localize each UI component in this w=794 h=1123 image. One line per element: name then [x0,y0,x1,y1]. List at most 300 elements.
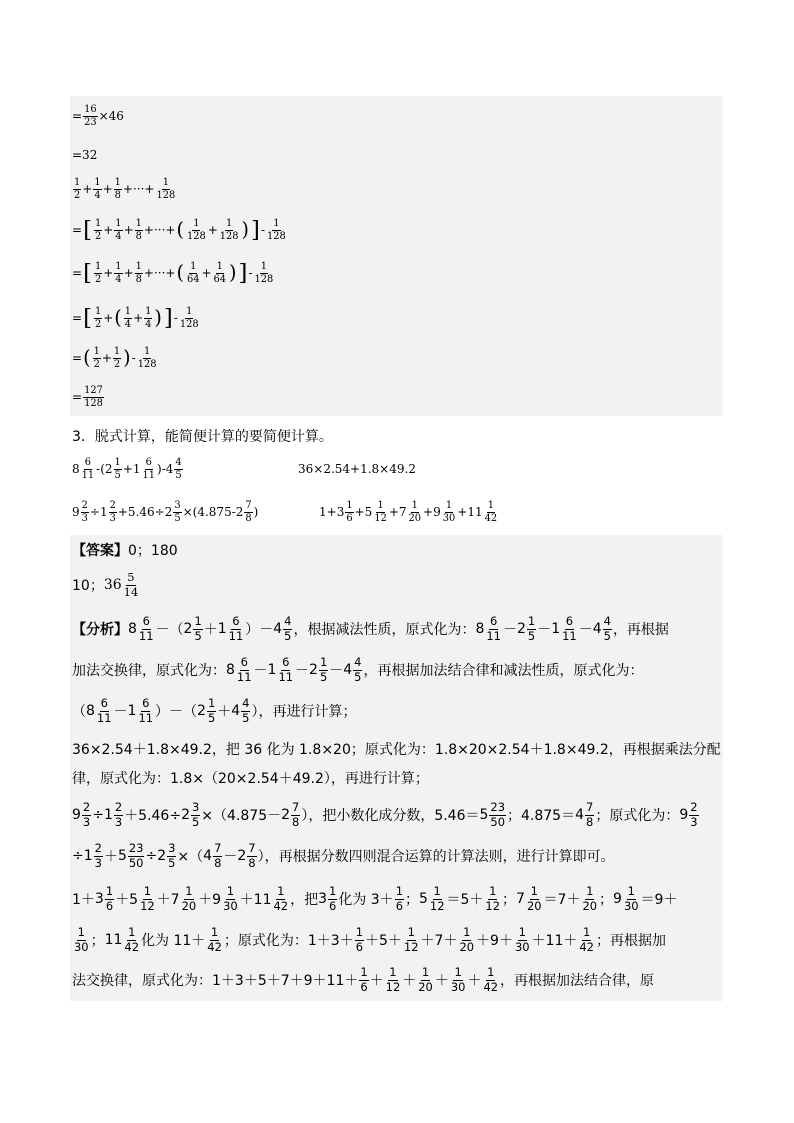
bracket: [ [83,259,92,286]
fraction [442,501,457,524]
denominator: 5 [242,710,250,725]
mixed-number [197,698,217,724]
mixed-number [268,657,296,683]
denominator: 5 [168,855,176,870]
whole: 8 [475,621,485,637]
denominator: 20 [408,512,422,524]
numerator: 1 [226,884,235,899]
denominator: 5 [192,814,200,829]
equals: = [72,223,83,237]
fraction [144,307,152,330]
numerator: 3 [192,800,200,815]
op: + [207,223,218,237]
fraction [266,219,287,242]
denominator: 2 [94,318,102,330]
numerator: 1 [583,925,591,940]
denominator: 11 [562,628,577,643]
question-title [72,425,333,447]
numerator: 1 [94,217,102,229]
numerator: 6 [145,456,152,468]
text: 化为 11＋ [141,933,206,949]
denominator: 5 [354,669,362,684]
op: ＋ [443,933,458,949]
whole: 8 [72,462,80,476]
analysis-line-8 [72,881,677,917]
op: + [103,223,114,237]
op: ＋ [498,933,513,949]
fraction [138,616,155,642]
answer-text: 0；180 [128,543,178,559]
numerator: 1 [487,965,495,980]
step-line-6 [72,300,201,336]
fraction [109,501,117,524]
numerator: 127 [84,384,103,396]
denominator: 128 [267,230,286,242]
mixed-number [236,501,254,524]
numerator: 6 [142,696,150,711]
whole: 1 [551,621,561,637]
denominator: 8 [114,189,121,201]
paren: ( [176,261,184,285]
denominator: 11 [96,710,112,725]
numerator: 1 [194,614,202,629]
mixed-number [467,501,499,524]
paren: ( [83,346,91,370]
denominator: 6 [329,898,337,913]
whole: 1 [267,662,277,678]
whole: 2 [197,703,206,719]
whole: 1 [99,505,108,519]
denominator: 128 [156,189,176,201]
denominator: 8 [135,273,142,285]
analysis-line-1 [72,611,669,647]
paren: ( [176,218,184,242]
denominator: 6 [355,939,363,954]
expr-text: =32 [72,148,98,162]
op: ×(4.875- [182,505,236,519]
mixed-number [475,616,503,642]
question-expr-4 [319,494,499,530]
numerator: 1 [433,884,441,899]
answer-line-1 [72,538,178,562]
text: 法交换律，原式化为：1＋3＋5＋7＋9＋11＋ [72,973,359,989]
mixed-number [281,802,301,828]
op: + [82,182,93,196]
whole: 4 [165,462,174,476]
text: ＝5＋ [446,892,484,908]
op: - [248,266,253,280]
whole: 1 [217,621,227,637]
whole: 4 [203,848,213,864]
mixed-number [72,458,96,481]
mixed-number [575,802,595,828]
op: +5.46÷ [117,505,165,519]
op: ＋ [103,849,118,865]
text: ），再进行计算； [251,704,357,720]
numerator: 6 [240,655,248,670]
fraction [450,967,467,993]
denominator: 11 [138,710,154,725]
paren: ) [154,306,162,330]
text: ； [90,933,105,949]
text: ＋ [203,622,218,638]
mixed-number [105,927,141,953]
text: ＋5 [365,933,388,949]
whole: 2 [237,848,247,864]
paren: ( [100,462,105,476]
fraction [114,219,122,242]
numerator: 1 [105,884,114,899]
mixed-number [84,843,104,869]
fraction [395,886,404,912]
denominator: 20 [418,979,433,994]
numerator: 6 [84,456,92,468]
fraction [484,886,501,912]
mixed-number [184,616,204,642]
expr-text: 36×2.54+1.8×49.2 [298,462,416,476]
denominator: 42 [579,939,594,954]
numerator: 1 [487,499,494,511]
fraction [273,886,290,912]
whole: 5 [364,505,373,519]
mixed-number [551,616,579,642]
numerator: 3 [168,841,176,856]
denominator: 2 [94,273,102,285]
denominator: 50 [490,814,506,829]
fraction [526,886,543,912]
denominator: 20 [526,898,542,913]
mixed-number [593,616,613,642]
numerator: 1 [389,965,397,980]
fraction [73,927,90,953]
denominator: 5 [175,469,182,481]
answer-line-2 [72,568,140,602]
fraction [408,501,423,524]
numerator: 1 [210,925,219,940]
op: － [223,849,238,865]
fraction [128,843,145,869]
whole: 9 [72,807,81,823]
denominator: 2 [93,358,100,370]
text: ，再根据加法结合律和减法性质，原式化为： [363,663,644,679]
numerator: 1 [355,925,363,940]
fraction [81,501,89,524]
denominator: 30 [450,979,466,994]
fraction [83,105,98,128]
step-line-7 [72,342,158,374]
op: + [354,505,365,519]
fraction [93,178,101,201]
analysis-label: 【分析】 [72,622,128,638]
fraction [485,616,502,642]
numerator: 1 [329,884,337,899]
numerator: 6 [232,614,240,629]
numerator: 1 [124,305,132,317]
text: ＋11 [239,892,272,908]
fraction [222,886,239,912]
fraction [139,886,156,912]
mixed-number [516,886,544,912]
numerator: 23 [128,841,144,856]
analysis-line-4 [72,737,721,761]
numerator: 4 [603,614,611,629]
fraction [94,262,102,285]
numerator: 7 [245,499,252,511]
denominator: 3 [82,814,91,829]
denominator: 11 [81,469,95,481]
op: - [260,223,266,237]
op: - [173,311,178,325]
text: － [578,622,593,638]
denominator: 8 [245,512,252,524]
op: + [102,182,113,196]
mixed-number [433,501,457,524]
mixed-number [104,802,124,828]
mixed-number [165,501,183,524]
op: － [329,663,344,679]
fraction [585,802,594,828]
numerator: 2 [114,800,123,815]
denominator: 20 [459,939,475,954]
fraction [489,802,506,828]
numerator: 1 [94,260,102,272]
denominator: 4 [115,273,122,285]
whole: 2 [164,505,173,519]
fraction [319,657,328,683]
denominator: 4 [94,189,101,201]
fraction [174,458,182,481]
denominator: 14 [123,584,139,599]
mixed-number [226,657,254,683]
numerator: 1 [226,217,233,229]
denominator: 11 [228,628,244,643]
numerator: 6 [142,614,150,629]
fraction [578,927,595,953]
fraction [527,616,536,642]
equals: = [72,390,83,404]
numerator: 1 [115,260,122,272]
denominator: 128 [219,230,239,242]
numerator: 1 [143,884,151,899]
step-line-1 [72,100,124,132]
fraction [114,262,122,285]
denominator: 8 [586,814,594,829]
numerator: 1 [411,499,418,511]
denominator: 11 [236,669,252,684]
op: ＋ [434,973,449,989]
text: ）－（ [155,704,198,720]
bracket: ] [251,216,260,243]
denominator: 12 [374,512,387,524]
bracket: ] [238,259,248,286]
numerator: 1 [162,176,169,188]
op: + [122,462,133,476]
op: － [253,663,268,679]
paren: ( [114,306,122,330]
fraction [373,501,388,524]
text: 36×2.54＋1.8×49.2，把 36 化为 1.8×20；原式化为：1.8×20×2.54＋1.8×49.2，再根据乘法分配 [72,742,721,758]
denominator: 11 [142,469,156,481]
mixed-number [273,616,293,642]
fraction [96,698,113,724]
numerator: 1 [193,217,200,229]
analysis-line-10 [72,962,654,998]
denominator: 3 [109,512,116,524]
numerator: 23 [490,800,506,815]
denominator: 11 [486,628,501,643]
whole: 3 [336,505,345,519]
text: ＋9 [476,933,499,949]
numerator: 1 [454,965,462,980]
equals: = [72,351,83,365]
denominator: 11 [138,628,154,643]
text: ，再根据加法结合律，原 [500,973,655,989]
fraction [93,347,101,370]
whole: 2 [309,662,318,678]
numerator: 1 [377,499,384,511]
fraction [167,843,176,869]
denominator: 4 [115,230,122,242]
analysis-line-3 [72,693,356,729]
mixed-number [72,802,92,828]
bracket: [ [83,304,92,331]
numerator: 1 [421,965,430,980]
denominator: 42 [273,898,289,913]
op: ÷ [92,807,104,823]
numerator: 5 [127,570,135,585]
text: ；原式化为：1＋3＋ [223,933,354,949]
denominator: 8 [135,230,142,242]
fraction [186,262,201,285]
fraction [123,927,140,953]
denominator: 128 [254,273,274,285]
fraction [403,927,420,953]
text: －（ [155,622,184,638]
denominator: 5 [114,469,121,481]
mixed-number [104,572,140,598]
fraction [94,219,102,242]
fraction [114,178,122,201]
numerator: 1 [489,884,497,899]
text: － [502,622,517,638]
numerator: 1 [115,217,122,229]
fraction [114,802,123,828]
denominator: 128 [186,230,206,242]
denominator: 5 [527,628,536,643]
numerator: 1 [346,499,353,511]
text: ；4.875＝ [507,808,576,824]
text: － [537,622,552,638]
mixed-number [86,698,114,724]
denominator: 6 [395,898,403,913]
whole: 9 [679,807,689,823]
analysis-line-6 [72,797,700,833]
text: 加法交换律，原式化为： [72,663,226,679]
numerator: 1 [518,925,526,940]
op: + [123,266,134,280]
whole: 2 [516,621,526,637]
whole: 2 [104,462,113,476]
mixed-number [133,458,157,481]
question-row-1 [72,452,184,486]
numerator: 3 [174,499,181,511]
denominator: 12 [140,898,155,913]
op: ÷ [89,505,100,519]
numerator: 4 [175,456,182,468]
text: ；原式化为： [595,808,680,824]
mixed-number [181,802,201,828]
text: （ [72,704,86,720]
text: ＝7＋ [543,892,581,908]
numerator: 1 [527,614,536,629]
text: ； [404,892,419,908]
op: - [96,462,101,476]
denominator: 5 [174,512,181,524]
text: ，把 [290,892,319,908]
fraction [603,616,612,642]
denominator: 4 [124,318,132,330]
op: + [133,311,144,325]
fraction [123,572,140,598]
denominator: 20 [181,898,197,913]
fraction [191,802,200,828]
denominator: 42 [124,939,140,954]
equals: = [72,311,83,325]
text: ，根据减法性质，原式化为： [293,622,476,638]
paren: ) [123,346,131,370]
paren: ) [229,261,237,285]
whole: 5 [479,807,489,823]
denominator: 6 [105,898,114,913]
fraction [514,927,531,953]
text: ＝9＋ [640,892,678,908]
numerator: 1 [186,305,193,317]
denominator: 5 [207,710,216,725]
op: ＋ [467,973,482,989]
fraction [353,657,362,683]
whole: 2 [281,807,291,823]
whole: 4 [592,621,602,637]
denominator: 3 [114,814,123,829]
op: + [388,505,399,519]
mixed-number [203,843,223,869]
fraction [254,262,275,285]
denominator: 5 [603,628,611,643]
numerator: 1 [190,260,197,272]
numerator: 1 [113,345,121,357]
numerator: 1 [360,965,368,980]
fraction [124,307,132,330]
text: ＋9 [198,892,222,908]
denominator: 2 [74,189,81,201]
step-line-8 [72,380,105,414]
mixed-number [517,616,537,642]
fraction [359,967,368,993]
text: ＋11 [531,933,564,949]
denominator: 3 [690,814,698,829]
numerator: 1 [128,925,136,940]
numerator: 1 [260,260,268,272]
whole: 4 [231,703,241,719]
numerator: 1 [207,696,216,711]
numerator: 1 [114,456,121,468]
fraction [181,886,198,912]
fraction [135,262,143,285]
op: + [123,223,134,237]
text: ×（ [177,849,204,865]
fraction [689,802,698,828]
fraction [173,501,181,524]
